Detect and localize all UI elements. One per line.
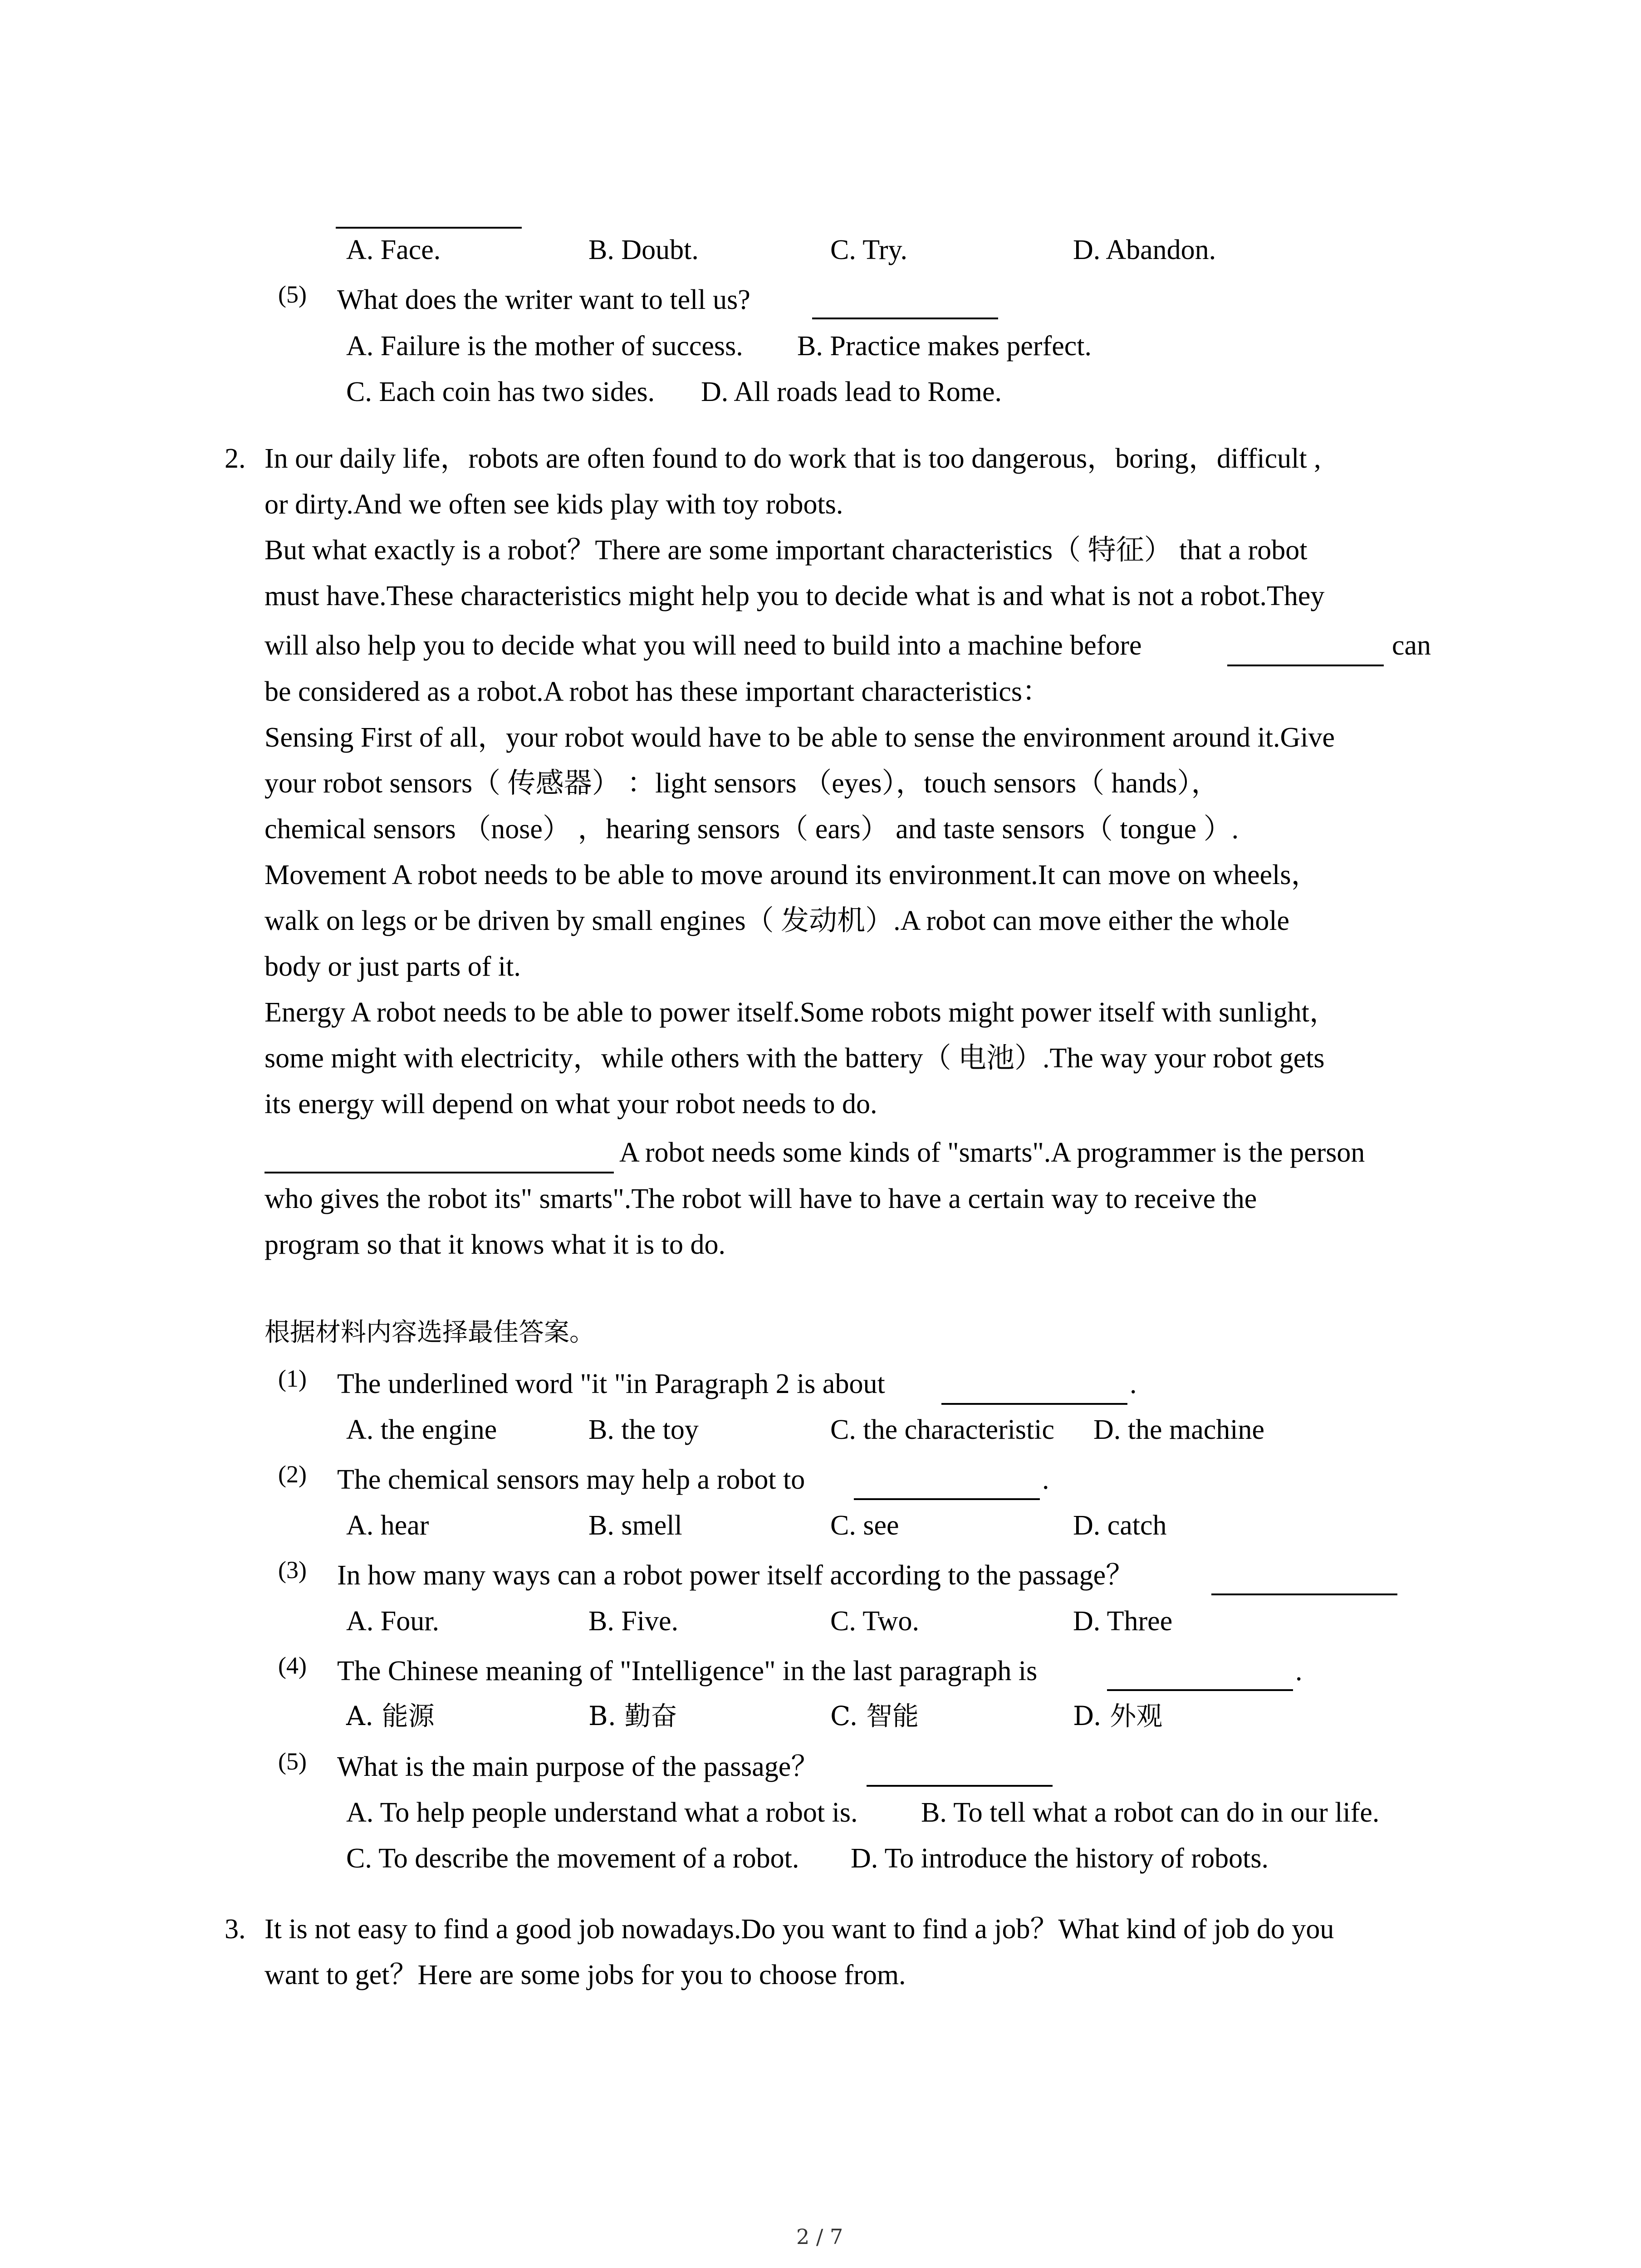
- option-b: B. Doubt.: [588, 235, 699, 265]
- question-tail: .: [1042, 1464, 1049, 1495]
- option-c: C. To describe the movement of a robot.: [346, 1843, 799, 1874]
- option-a: A. Four.: [346, 1606, 439, 1637]
- option-c: C. 智能: [830, 1701, 919, 1731]
- option-d: D. 外观: [1073, 1701, 1163, 1731]
- passage-line: must have.These characteristics might help you to decide what is and what is not a robot.They: [265, 581, 1325, 611]
- passage-line: or dirty.And we often see kids play with toy robots.: [265, 489, 843, 520]
- option-c: C. Each coin has two sides.: [346, 376, 655, 407]
- option-d: D. the machine: [1093, 1414, 1265, 1445]
- passage-line: In our daily life，robots are often found to do work that is too dangerous，boring，difficult ,: [265, 443, 1321, 474]
- passage-line: who gives the robot its" smarts".The robot will have to have a certain way to receive the: [265, 1183, 1257, 1214]
- answer-blank[interactable]: [265, 1172, 614, 1173]
- option-d: D. Abandon.: [1073, 235, 1216, 265]
- question-text: The underlined word "it "in Paragraph 2 is about: [337, 1369, 885, 1399]
- question-number: 3.: [225, 1914, 246, 1945]
- option-a: A. To help people understand what a robot is.: [346, 1797, 858, 1828]
- passage-line: be considered as a robot.A robot has these important characteristics：: [265, 676, 1051, 707]
- passage-line: walk on legs or be driven by small engines（ 发动机）.A robot can move either the whole: [265, 905, 1290, 936]
- passage-line: program so that it knows what it is to do.: [265, 1229, 726, 1260]
- passage-line: Sensing First of all，your robot would have to be able to sense the environment around it.Give: [265, 722, 1335, 753]
- passage-line: your robot sensors（ 传感器） ：light sensors （eyes），touch sensors（ hands），: [265, 768, 1220, 799]
- answer-blank[interactable]: [867, 1785, 1053, 1787]
- answer-blank[interactable]: [1227, 665, 1384, 666]
- option-c: C. the characteristic: [830, 1414, 1055, 1445]
- option-d: D. To introduce the history of robots.: [851, 1843, 1269, 1874]
- option-b: B. smell: [588, 1510, 682, 1541]
- passage-line: It is not easy to find a good job nowadays.Do you want to find a job？What kind of job do you: [265, 1914, 1334, 1945]
- answer-blank[interactable]: [1211, 1593, 1397, 1595]
- option-b: B. the toy: [588, 1414, 699, 1445]
- question-text: What does the writer want to tell us?: [337, 284, 750, 315]
- answer-blank[interactable]: [336, 227, 522, 229]
- question-number: (1): [278, 1365, 307, 1392]
- answer-blank[interactable]: [812, 318, 998, 319]
- answer-blank[interactable]: [941, 1403, 1127, 1405]
- passage-line: want to get？Here are some jobs for you to choose from.: [265, 1960, 906, 1990]
- question-text: In how many ways can a robot power itself according to the passage？: [337, 1560, 1134, 1591]
- option-b: B. Practice makes perfect.: [797, 331, 1092, 362]
- passage-line: body or just parts of it.: [265, 951, 521, 982]
- passage-line: can: [1392, 630, 1431, 661]
- question-number: (3): [278, 1556, 307, 1584]
- option-b: B. Five.: [588, 1606, 679, 1637]
- question-text: The Chinese meaning of "Intelligence" in the last paragraph is: [337, 1656, 1038, 1686]
- passage-line: Energy A robot needs to be able to power itself.Some robots might power itself with sunlight，: [265, 997, 1337, 1028]
- passage-line: will also help you to decide what you will need to build into a machine before: [265, 630, 1142, 661]
- question-text: The chemical sensors may help a robot to: [337, 1464, 805, 1495]
- passage-line: But what exactly is a robot？There are some important characteristics（ 特征） that a robot: [265, 535, 1308, 566]
- option-d: D. Three: [1073, 1606, 1173, 1637]
- option-c: C. see: [830, 1510, 899, 1541]
- answer-blank[interactable]: [854, 1498, 1040, 1500]
- option-d: D. All roads lead to Rome.: [701, 376, 1002, 407]
- option-a: A. Face.: [346, 235, 441, 265]
- question-tail: .: [1295, 1656, 1303, 1686]
- passage-line: A robot needs some kinds of "smarts".A programmer is the person: [619, 1137, 1365, 1168]
- question-number: 2.: [225, 443, 246, 474]
- option-b: B. To tell what a robot can do in our life.: [921, 1797, 1380, 1828]
- passage-line: its energy will depend on what your robot needs to do.: [265, 1089, 877, 1119]
- question-text: What is the main purpose of the passage？: [337, 1751, 819, 1782]
- question-number: (5): [278, 281, 307, 308]
- option-a: A. the engine: [346, 1414, 497, 1445]
- passage-line: some might with electricity，while others with the battery（ 电池）.The way your robot gets: [265, 1043, 1325, 1074]
- option-c: C. Two.: [830, 1606, 920, 1637]
- answer-blank[interactable]: [1107, 1689, 1293, 1691]
- option-c: C. Try.: [830, 235, 908, 265]
- passage-line: Movement A robot needs to be able to move around its environment.It can move on wheels，: [265, 860, 1319, 890]
- question-tail: .: [1130, 1369, 1137, 1399]
- passage-line: chemical sensors （nose） ，hearing sensors（ ears） and taste sensors（ tongue ）.: [265, 814, 1239, 845]
- page-number: 2 / 7: [796, 2224, 843, 2249]
- question-number: (2): [278, 1461, 307, 1488]
- question-number: (4): [278, 1652, 307, 1679]
- option-d: D. catch: [1073, 1510, 1167, 1541]
- instruction-text: 根据材料内容选择最佳答案。: [265, 1318, 595, 1347]
- option-a: A. 能源: [346, 1701, 435, 1731]
- option-b: B. 勤奋: [588, 1701, 677, 1731]
- option-a: A. hear: [346, 1510, 429, 1541]
- question-number: (5): [278, 1748, 307, 1775]
- option-a: A. Failure is the mother of success.: [346, 331, 743, 362]
